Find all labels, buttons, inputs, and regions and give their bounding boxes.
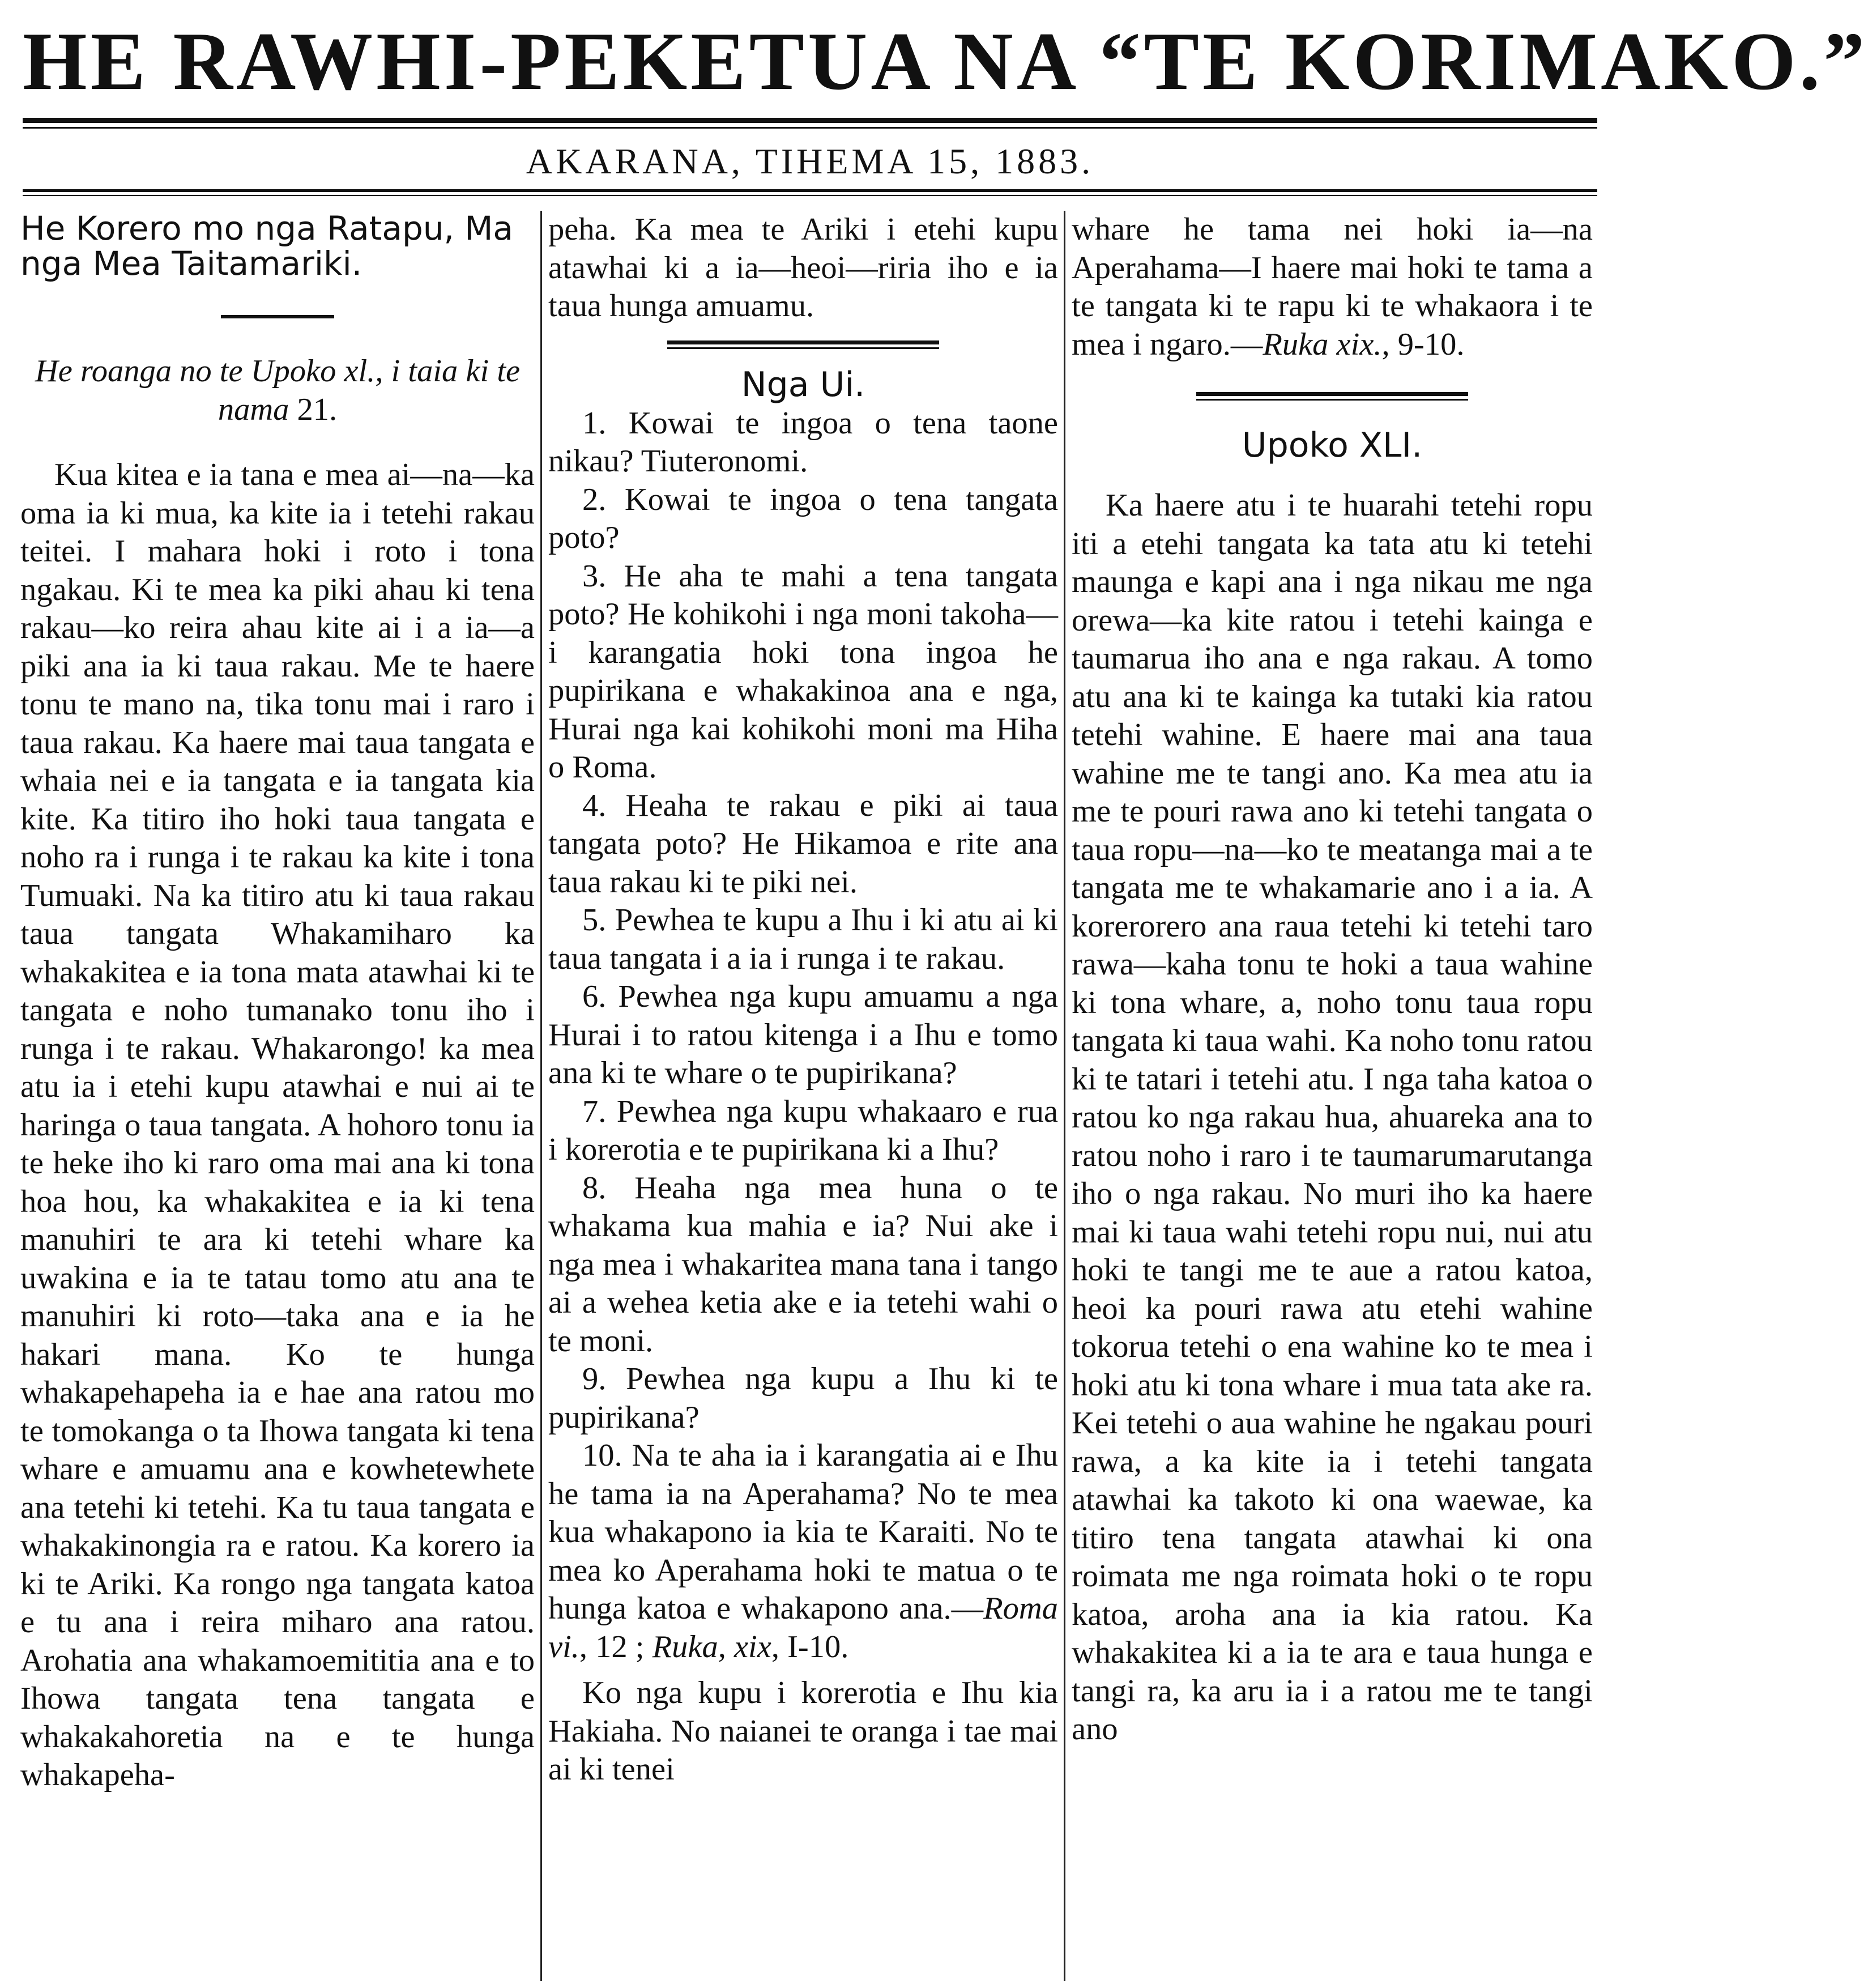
section-separator xyxy=(1196,392,1468,401)
continuation-ref: Ruka xix. xyxy=(1263,326,1382,362)
question-8: 8. Heaha nga mea huna o te whakama kua mahia e ia? Nui ake i nga mea i whakaritea mana tana i tango ai a wehea ketia ake e ia tetehi wahi o te moni. xyxy=(548,1170,1058,1359)
chapter-heading: Upoko XLI. xyxy=(1242,425,1423,465)
question-10 xyxy=(548,1437,1058,1666)
masthead-rule-thin xyxy=(23,127,1597,129)
questions-heading: Nga Ui. xyxy=(741,364,865,405)
column-divider-1 xyxy=(540,211,542,1981)
continuation-ref-end: , 9-10. xyxy=(1381,326,1465,362)
continuation-text: peha. Ka mea te Ariki i etehi kupu atawhai ki a ia—heoi—riria iho e ia taua hunga amuamu. xyxy=(548,212,1058,323)
question-4: 4. Heaha te rakau e piki ai taua tangata poto? He Hikamoa e rite ana taua rakau ki te piki nei. xyxy=(548,787,1058,900)
article-subtitle xyxy=(20,352,535,429)
question-10-ref-2: Ruka, xix xyxy=(652,1629,771,1665)
continuation-text xyxy=(1072,211,1593,364)
column-divider-2 xyxy=(1064,211,1065,1981)
question-5: 5. Pewhea te kupu a Ihu i ki atu ai ki taua tangata i a ia i runga i te rakau. xyxy=(548,903,1058,976)
dateline: AKARANA, TIHEMA 15, 1883. xyxy=(526,141,1094,181)
masthead-rule-thick xyxy=(23,118,1597,123)
closing-text: Ko nga kupu i korerotia e Ihu kia Hakiaha. No naianei te oranga i tae mai ai ki tenei xyxy=(548,1675,1058,1787)
heading-separator xyxy=(221,315,334,318)
continuation-body: whare he tama nei hoki ia—na Aperahama—I haere mai hoki te tama a te tangata ki te rapu ki te whakaora i te mea i ngaro.— xyxy=(1072,212,1593,362)
masthead-title: HE RAWHI-PEKETUA NA “TE KORIMAKO.” xyxy=(23,15,1868,107)
article-paragraph: Kua kitea e ia tana e mea ai—na—ka oma ia ki mua, ka kite ia i tetehi rakau teitei. I mahara hoki i roto i tona ngakau. Ki te mea ka piki ahau ki tena rakau—ko reira ahau kite ai i a ia—a piki ana ia ki taua rakau. Me te haere tonu te mano na, tika tonu mai i raro i taua rakau. Ka haere mai taua tangata e whaia nei e ia tangata e ia tangata kia kite. Ka titiro iho hoki taua tangata e noho ra i runga i te rakau ka kite i tona Tumuaki. Na ka titiro atu ki taua rakau taua tangata Whakamiharo ka whakakitea e ia tona mata atawhai ki te tangata e noho tumanako tonu iho i runga i te rakau. Whakarongo! ka mea atu ia i etehi kupu atawhai e nui ai te haringa o taua tangata. A hohoro tonu ia te heke iho ki raro oma mai ana ki tona hoa hou, ka whakakitea e ia ki tena manuhiri te ara ki tetehi whare ka uwakina e ia te tatau tomo atu ana te manuhiri ki roto—taka ana e ia he hakari mana. Ko te hunga whakapehapeha ia e hae ana ratou mo te tomokanga o ta Ihowa tangata ki tena whare e amuamu ana e kowhetewhete ana tetehi ki tetehi. Ka tu taua tangata e whakakinongia ra e ratou. Ka korero ia ki te Ariki. Ka rongo nga tangata katoa e tu ana i reira miharo ana ratou. Arohatia ana whakamoemititia ana e to Ihowa tangata tena tangata e whakakahoretia na e te hunga whakapeha- xyxy=(20,457,535,1793)
question-10-text: 10. Na te aha ia i karangatia ai e Ihu he tama ia na Aperahama? No te mea kua whakapono ia kia te Karaiti. No te mea ko Aperahama hoki te matua o te hunga katoa e whakapono ana.— xyxy=(548,1438,1058,1626)
question-9: 9. Pewhea nga kupu a Ihu ki te pupirikana? xyxy=(548,1361,1058,1435)
question-3: 3. He aha te mahi a tena tangata poto? He kohikohi i nga moni takoha—i karangatia hoki tona ingoa he pupirikana e whakakinoa ana e nga, Hurai nga kai kohikohi moni ma Hiha o Roma. xyxy=(548,558,1058,785)
dateline-rule-thin xyxy=(23,195,1597,196)
question-10-ref-mid: , 12 ; xyxy=(579,1629,652,1665)
article-heading: He Korero mo nga Ratapu, Ma nga Mea Taitamariki. xyxy=(20,209,513,283)
subtitle-number: 21. xyxy=(297,391,338,427)
dateline-rule-thick xyxy=(23,189,1597,192)
section-separator xyxy=(667,340,939,349)
question-6: 6. Pewhea nga kupu amuamu a nga Hurai i to ratou kitenga i a Ihu e tomo ana ki te whare o te pupirikana? xyxy=(548,979,1058,1091)
question-2: 2. Kowai te ingoa o tena tangata poto? xyxy=(548,482,1058,555)
column-2 xyxy=(548,211,1058,1981)
column-3 xyxy=(1072,211,1593,1981)
question-10-ref-1: Roma vi. xyxy=(548,1591,1058,1665)
subtitle-italic: He roanga no te Upoko xl., i taia ki te nama xyxy=(35,354,521,427)
question-10-ref-end: , I-10. xyxy=(771,1629,849,1665)
question-7: 7. Pewhea nga kupu whakaaro e rua i korerotia e te pupirikana ki a Ihu? xyxy=(548,1093,1058,1167)
column-1 xyxy=(20,211,535,1981)
question-1: 1. Kowai te ingoa o tena taone nikau? Tiuteronomi. xyxy=(548,405,1058,479)
chapter-paragraph: Ka haere atu i te huarahi tetehi ropu iti a etehi tangata ka tata atu ki tetehi maunga e kapi ana i nga nikau me nga orewa—ka kite ratou i tetehi kainga e taumarua iho ana e nga rakau. A tomo atu ana ki te kainga ka tutaki kia ratou tetehi wahine. E haere mai ana taua wahine me te tangi ano. Ka mea atu ia me te pouri rawa ano ki tetehi tangata o taua ropu—na—ko te meatanga mai a te tangata me te whakamarie ano i a ia. A korerorero ana raua tetehi ki tetehi taro rawa—kaha tonu te hoki a taua wahine ki tona whare, a, noho tonu taua ropu tangata ki taua wahi. Ka noho tonu ratou ki te tatari i tetehi atu. I nga taha katoa o ratou ko nga rakau hua, ahuareka ana to ratou noho i raro i te taumarumarutanga iho o nga rakau. No muri iho ka haere mai ki taua wahi tetehi ropu nui, nui atu hoki te tangi me te aue a ratou katoa, heoi ka pouri rawa atu etehi wahine tokorua tetehi o ena wahine ko te mea i hoki atu ki tona whare i mua tata ake ra. Kei tetehi o aua wahine he ngakau pouri rawa, a ka kite ia i tetehi tangata atawhai ka takoto ki ona waewae, ka titiro tena tangata atawhai ki ona roimata me nga roimata hoki o te ropu katoa, aroha ana ia kia ratou. Ka whakakitea ki a ia te ara e taua hunga e tangi ra, ka aru ia i a ratou me te tangi ano xyxy=(1072,488,1593,1747)
